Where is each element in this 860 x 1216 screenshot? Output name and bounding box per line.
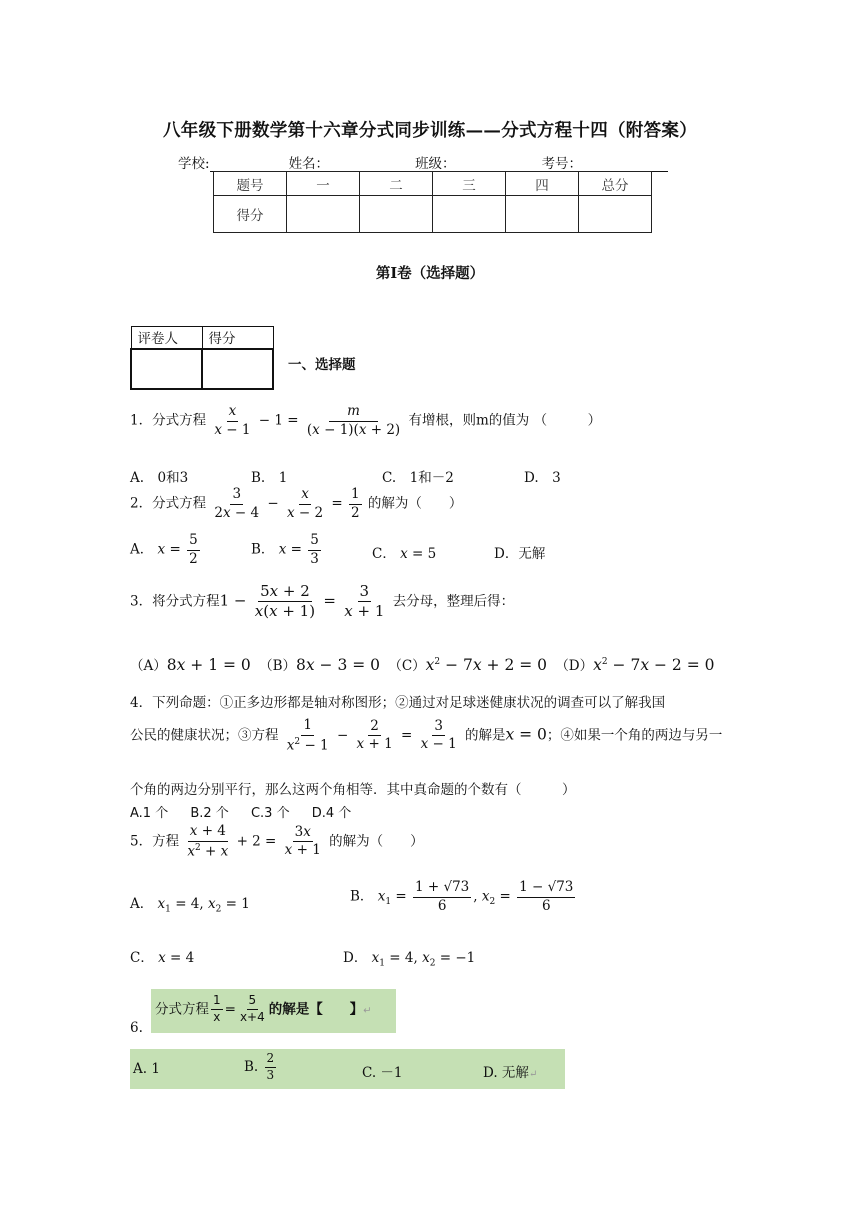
score-cell[interactable] — [579, 196, 652, 233]
q4-option-b[interactable]: B.2 个 — [190, 806, 229, 821]
q2-suffix: 的解为（ ） — [367, 495, 463, 512]
question-2: 2．分式方程 $\frac{3}{2x - 4}$ − $\frac{x}{x - 2}$ = $\frac{1}{2}$ 的解为（ ） — [130, 486, 463, 521]
score-cell[interactable] — [433, 196, 506, 233]
q3-prefix: 3．将分式方程 — [130, 593, 220, 610]
score-header-cell: 三 — [433, 172, 506, 196]
score-cell[interactable] — [360, 196, 433, 233]
q2-prefix: 2．分式方程 — [130, 495, 207, 512]
q6-number: 6. — [130, 1020, 143, 1036]
q5-option-b[interactable]: B． $x_1$ = $\frac{1 + √73}{6}$ , $x_2$ = $\frac{1 - √73}{6}$ — [350, 879, 574, 914]
q1-option-c[interactable]: C. 1和－2 — [382, 470, 454, 486]
q6-suffix: 的解是【 】 — [268, 1001, 364, 1018]
q1-fraction-right: $\frac{m}{(x - 1)(x + 2)}$ — [306, 403, 401, 438]
q4-option-a[interactable]: A.1 个 — [130, 806, 169, 821]
q5-option-d[interactable]: D． $x_1 = 4$, $x_2 = -1$ — [343, 950, 476, 969]
question-5: 5．方程 $\frac{x + 4}{x^2 + x}$ + 2 = $\frac{3x}{x + 1}$ 的解为（ ） — [130, 823, 424, 860]
paragraph-mark-icon: ↵ — [363, 1005, 372, 1017]
grader-score-cell[interactable] — [202, 349, 273, 389]
reviewer-cell[interactable] — [131, 349, 202, 389]
name-label: 姓名： — [288, 156, 330, 172]
score-header-cell: 一 — [287, 172, 360, 196]
q1-option-d[interactable]: D. 3 — [524, 470, 561, 486]
q5-option-a[interactable]: A． $x_1 = 4$, $x_2 = 1$ — [130, 896, 250, 915]
q3-option-a[interactable]: （A）8x + 1 = 0 — [130, 656, 251, 674]
exam-no-label: 考号： — [541, 156, 583, 172]
q4-options — [130, 802, 351, 821]
q6-option-b[interactable]: B. $\frac{2}{3}$ — [244, 1051, 275, 1082]
name-blank — [329, 157, 415, 172]
q3-options — [130, 654, 714, 674]
class-blank — [456, 157, 542, 172]
score-row-label: 得分 — [214, 196, 287, 233]
section-title: 一、选择题 — [288, 357, 356, 373]
q3-option-d[interactable]: $(D)x^2 - 7x - 2 = 0$ — [555, 656, 715, 674]
grader-table — [130, 326, 274, 390]
grader-score-label: 得分 — [202, 327, 273, 349]
page-title: 八年级下册数学第十六章分式同步训练——分式方程十四（附答案） — [163, 121, 697, 141]
score-header-cell: 题号 — [214, 172, 287, 196]
q2-option-b[interactable]: B． x = $\frac{5}{3}$ — [251, 532, 319, 567]
score-header-cell: 四 — [506, 172, 579, 196]
question-3: 3．将分式方程1 − $\frac{5x + 2}{x(x + 1)}$ = $\frac{3}{x + 1}$ 去分母，整理后得： — [130, 582, 515, 621]
exam-no-blank — [582, 157, 668, 172]
q6-option-c[interactable]: C. －1 — [362, 1065, 403, 1081]
q6-option-d[interactable]: D. 无解↵ — [483, 1065, 538, 1081]
reviewer-label: 评卷人 — [131, 327, 202, 349]
q4-line-2: 公民的健康状况；③方程 $\frac{1}{x^2 - 1}$ − $\frac{2}{x + 1}$ = $\frac{3}{x - 1}$ 的解是x = 0；④如果一个角的两边与另一 — [130, 717, 723, 754]
q1-suffix: 有增根，则m的值为 （ ） — [408, 412, 602, 429]
q1-option-b[interactable]: B. 1 — [251, 470, 288, 486]
q6-prefix: 分式方程 — [155, 1001, 209, 1018]
score-cell[interactable] — [287, 196, 360, 233]
school-blank — [210, 157, 289, 172]
q4-line-3: 个角的两边分别平行，那么这两个角相等．其中真命题的个数有（ ） — [130, 782, 576, 798]
q3-option-c[interactable]: $(C)x^2 - 7x + 2 = 0$ — [388, 656, 548, 674]
q2-option-c[interactable]: C． x = 5 — [372, 546, 437, 562]
question-1: 1．分式方程 $\frac{x}{x - 1}$ − 1 = $\frac{m}{(x - 1)(x + 2)}$ 有增根，则m的值为 （ ） — [130, 403, 602, 438]
q1-prefix: 1．分式方程 — [130, 412, 207, 429]
score-table-score-row — [214, 196, 652, 233]
q4-line-1: 4．下列命题：①正多边形都是轴对称图形；②通过对足球迷健康状况的调查可以了解我国 — [130, 695, 666, 711]
q6-option-a[interactable]: A. 1 — [133, 1061, 160, 1077]
score-header-cell: 二 — [360, 172, 433, 196]
q5-suffix: 的解为（ ） — [329, 833, 424, 850]
question-6: 分式方程 $\frac{1}{x}$ = $\frac{5}{x+4}$ 的解是【 】↵ — [155, 993, 372, 1024]
q3-suffix: 去分母，整理后得： — [392, 593, 515, 610]
q4-option-c[interactable]: C.3 个 — [250, 806, 290, 821]
student-info-line — [178, 152, 668, 172]
q5-option-c[interactable]: C． x = 4 — [130, 950, 195, 966]
score-cell[interactable] — [506, 196, 579, 233]
score-table — [213, 171, 652, 233]
q2-option-d[interactable]: D．无解 — [494, 546, 546, 562]
q4-option-d[interactable]: D.4 个 — [311, 806, 352, 821]
class-label: 班级： — [415, 156, 456, 172]
q1-option-a[interactable]: A. 0和3 — [130, 470, 189, 486]
q5-prefix: 5．方程 — [130, 833, 180, 850]
score-table-header-row — [214, 172, 652, 196]
score-header-cell: 总分 — [579, 172, 652, 196]
q2-option-a[interactable]: A． x = $\frac{5}{2}$ — [130, 532, 198, 567]
q3-option-b[interactable]: （B）8x − 3 = 0 — [259, 656, 381, 674]
paragraph-mark-icon: ↵ — [528, 1069, 538, 1080]
volume-title: 第Ⅰ卷（选择题） — [375, 265, 485, 282]
q1-fraction-left: $\frac{x}{x - 1}$ — [214, 403, 251, 438]
school-label: 学校: — [178, 156, 210, 172]
